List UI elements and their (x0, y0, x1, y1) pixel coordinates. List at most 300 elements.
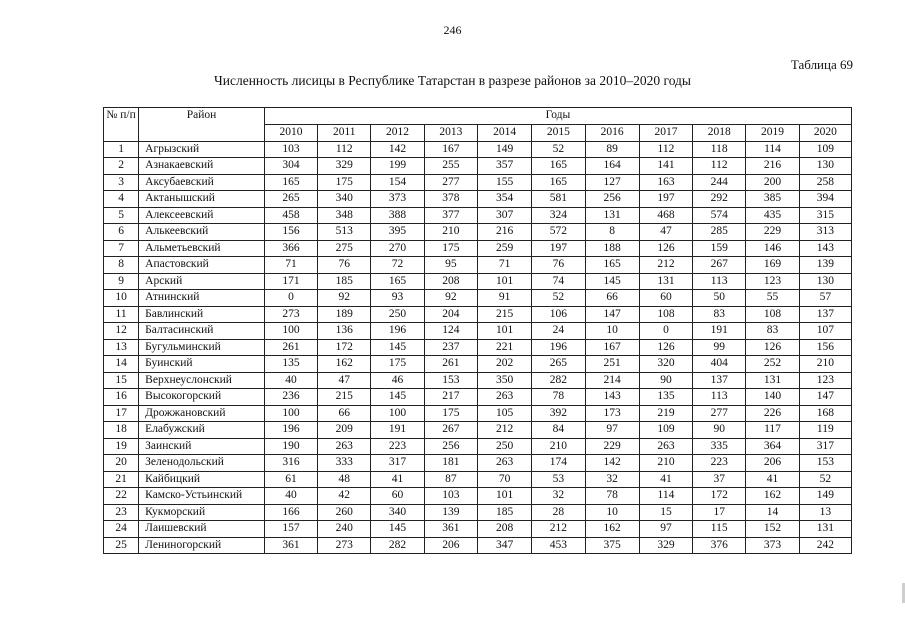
value-cell-2020: 57 (799, 290, 851, 307)
row-number: 8 (104, 257, 139, 274)
row-number: 21 (104, 471, 139, 488)
value-cell-2012: 282 (371, 537, 424, 554)
value-cell-2019: 131 (746, 372, 799, 389)
value-cell-2012: 100 (371, 405, 424, 422)
value-cell-2019: 117 (746, 422, 799, 439)
value-cell-2015: 324 (532, 207, 585, 224)
value-cell-2012: 270 (371, 240, 424, 257)
value-cell-2013: 175 (424, 240, 477, 257)
value-cell-2013: 208 (424, 273, 477, 290)
value-cell-2012: 145 (371, 339, 424, 356)
value-cell-2019: 226 (746, 405, 799, 422)
value-cell-2020: 131 (799, 521, 851, 538)
value-cell-2020: 313 (799, 224, 851, 241)
value-cell-2010: 156 (264, 224, 317, 241)
header-year-2018: 2018 (693, 125, 746, 142)
header-year-2017: 2017 (639, 125, 692, 142)
value-cell-2013: 204 (424, 306, 477, 323)
table-row (104, 174, 852, 191)
value-cell-2017: 114 (639, 488, 692, 505)
value-cell-2017: 60 (639, 290, 692, 307)
value-cell-2019: 229 (746, 224, 799, 241)
value-cell-2016: 131 (585, 207, 639, 224)
value-cell-2020: 13 (799, 504, 851, 521)
value-cell-2015: 392 (532, 405, 585, 422)
value-cell-2017: 97 (639, 521, 692, 538)
row-number: 22 (104, 488, 139, 505)
value-cell-2018: 191 (693, 323, 746, 340)
value-cell-2014: 221 (477, 339, 531, 356)
district-name: Высокогорский (139, 389, 265, 406)
value-cell-2016: 256 (585, 191, 639, 208)
value-cell-2010: 273 (264, 306, 317, 323)
header-district: Район (139, 108, 265, 142)
value-cell-2020: 149 (799, 488, 851, 505)
value-cell-2011: 340 (318, 191, 371, 208)
district-name: Апастовский (139, 257, 265, 274)
value-cell-2018: 50 (693, 290, 746, 307)
district-name: Актанышский (139, 191, 265, 208)
value-cell-2014: 357 (477, 158, 531, 175)
table-row (104, 488, 852, 505)
table-row (104, 356, 852, 373)
district-name: Лаишевский (139, 521, 265, 538)
value-cell-2016: 167 (585, 339, 639, 356)
value-cell-2013: 124 (424, 323, 477, 340)
value-cell-2018: 83 (693, 306, 746, 323)
value-cell-2020: 139 (799, 257, 851, 274)
value-cell-2017: 212 (639, 257, 692, 274)
value-cell-2012: 46 (371, 372, 424, 389)
value-cell-2020: 130 (799, 158, 851, 175)
value-cell-2020: 107 (799, 323, 851, 340)
value-cell-2018: 17 (693, 504, 746, 521)
district-name: Арский (139, 273, 265, 290)
district-name: Бавлинский (139, 306, 265, 323)
header-num-label: № п/п (106, 109, 136, 121)
value-cell-2014: 202 (477, 356, 531, 373)
value-cell-2015: 196 (532, 339, 585, 356)
value-cell-2018: 267 (693, 257, 746, 274)
district-name: Альметьевский (139, 240, 265, 257)
value-cell-2020: 123 (799, 372, 851, 389)
value-cell-2018: 404 (693, 356, 746, 373)
value-cell-2018: 37 (693, 471, 746, 488)
value-cell-2016: 78 (585, 488, 639, 505)
value-cell-2014: 70 (477, 471, 531, 488)
row-number: 7 (104, 240, 139, 257)
value-cell-2016: 164 (585, 158, 639, 175)
table-body (104, 141, 852, 554)
value-cell-2010: 157 (264, 521, 317, 538)
value-cell-2013: 181 (424, 455, 477, 472)
value-cell-2019: 123 (746, 273, 799, 290)
value-cell-2020: 130 (799, 273, 851, 290)
district-name: Заинский (139, 438, 265, 455)
value-cell-2012: 93 (371, 290, 424, 307)
value-cell-2014: 347 (477, 537, 531, 554)
value-cell-2017: 0 (639, 323, 692, 340)
value-cell-2014: 71 (477, 257, 531, 274)
value-cell-2013: 167 (424, 141, 477, 158)
value-cell-2013: 153 (424, 372, 477, 389)
value-cell-2010: 196 (264, 422, 317, 439)
row-number: 3 (104, 174, 139, 191)
district-name: Дрожжановский (139, 405, 265, 422)
value-cell-2013: 256 (424, 438, 477, 455)
value-cell-2016: 32 (585, 471, 639, 488)
value-cell-2014: 185 (477, 504, 531, 521)
table-row (104, 537, 852, 554)
value-cell-2016: 143 (585, 389, 639, 406)
value-cell-2010: 135 (264, 356, 317, 373)
header-year-2019: 2019 (746, 125, 799, 142)
value-cell-2014: 263 (477, 455, 531, 472)
value-cell-2011: 275 (318, 240, 371, 257)
value-cell-2016: 162 (585, 521, 639, 538)
value-cell-2012: 196 (371, 323, 424, 340)
value-cell-2015: 212 (532, 521, 585, 538)
value-cell-2015: 581 (532, 191, 585, 208)
table-row (104, 306, 852, 323)
value-cell-2010: 165 (264, 174, 317, 191)
page-title: Численность лисицы в Республике Татарстан в разрезе районов за 2010–2020 годы (213, 73, 691, 88)
value-cell-2010: 361 (264, 537, 317, 554)
value-cell-2012: 340 (371, 504, 424, 521)
value-cell-2010: 458 (264, 207, 317, 224)
value-cell-2013: 95 (424, 257, 477, 274)
value-cell-2012: 72 (371, 257, 424, 274)
value-cell-2019: 364 (746, 438, 799, 455)
value-cell-2012: 175 (371, 356, 424, 373)
value-cell-2015: 174 (532, 455, 585, 472)
table-row (104, 389, 852, 406)
table-row (104, 158, 852, 175)
value-cell-2010: 236 (264, 389, 317, 406)
district-name: Аксубаевский (139, 174, 265, 191)
value-cell-2019: 140 (746, 389, 799, 406)
value-cell-2018: 99 (693, 339, 746, 356)
value-cell-2010: 265 (264, 191, 317, 208)
value-cell-2010: 100 (264, 323, 317, 340)
value-cell-2020: 242 (799, 537, 851, 554)
table-row (104, 191, 852, 208)
value-cell-2013: 139 (424, 504, 477, 521)
value-cell-2011: 112 (318, 141, 371, 158)
district-name: Алексеевский (139, 207, 265, 224)
value-cell-2019: 14 (746, 504, 799, 521)
district-name: Балтасинский (139, 323, 265, 340)
value-cell-2018: 118 (693, 141, 746, 158)
value-cell-2012: 145 (371, 521, 424, 538)
value-cell-2010: 100 (264, 405, 317, 422)
value-cell-2015: 52 (532, 141, 585, 158)
value-cell-2017: 320 (639, 356, 692, 373)
value-cell-2011: 189 (318, 306, 371, 323)
value-cell-2015: 165 (532, 158, 585, 175)
value-cell-2012: 317 (371, 455, 424, 472)
value-cell-2013: 277 (424, 174, 477, 191)
row-number: 20 (104, 455, 139, 472)
table-row (104, 422, 852, 439)
district-name: Азнакаевский (139, 158, 265, 175)
district-name: Лениногорский (139, 537, 265, 554)
value-cell-2019: 216 (746, 158, 799, 175)
value-cell-2015: 53 (532, 471, 585, 488)
header-row-top (104, 108, 852, 125)
value-cell-2012: 41 (371, 471, 424, 488)
value-cell-2011: 47 (318, 372, 371, 389)
row-number: 12 (104, 323, 139, 340)
value-cell-2015: 282 (532, 372, 585, 389)
value-cell-2015: 453 (532, 537, 585, 554)
value-cell-2011: 48 (318, 471, 371, 488)
row-number: 24 (104, 521, 139, 538)
value-cell-2011: 209 (318, 422, 371, 439)
value-cell-2014: 250 (477, 438, 531, 455)
value-cell-2017: 109 (639, 422, 692, 439)
row-number: 5 (104, 207, 139, 224)
value-cell-2020: 143 (799, 240, 851, 257)
value-cell-2011: 162 (318, 356, 371, 373)
value-cell-2018: 244 (693, 174, 746, 191)
table-row (104, 323, 852, 340)
value-cell-2018: 335 (693, 438, 746, 455)
value-cell-2019: 146 (746, 240, 799, 257)
header-year-2010: 2010 (264, 125, 317, 142)
value-cell-2013: 255 (424, 158, 477, 175)
table-row (104, 455, 852, 472)
value-cell-2017: 163 (639, 174, 692, 191)
value-cell-2019: 169 (746, 257, 799, 274)
value-cell-2017: 131 (639, 273, 692, 290)
value-cell-2011: 92 (318, 290, 371, 307)
value-cell-2011: 240 (318, 521, 371, 538)
value-cell-2010: 316 (264, 455, 317, 472)
value-cell-2010: 171 (264, 273, 317, 290)
value-cell-2012: 395 (371, 224, 424, 241)
value-cell-2017: 329 (639, 537, 692, 554)
value-cell-2011: 76 (318, 257, 371, 274)
value-cell-2018: 574 (693, 207, 746, 224)
value-cell-2017: 90 (639, 372, 692, 389)
value-cell-2017: 135 (639, 389, 692, 406)
value-cell-2014: 101 (477, 488, 531, 505)
value-cell-2016: 229 (585, 438, 639, 455)
value-cell-2019: 385 (746, 191, 799, 208)
value-cell-2020: 317 (799, 438, 851, 455)
value-cell-2011: 172 (318, 339, 371, 356)
district-name: Агрызский (139, 141, 265, 158)
value-cell-2011: 273 (318, 537, 371, 554)
value-cell-2011: 333 (318, 455, 371, 472)
value-cell-2010: 166 (264, 504, 317, 521)
header-years-group: Годы (264, 108, 851, 125)
value-cell-2013: 210 (424, 224, 477, 241)
value-cell-2020: 168 (799, 405, 851, 422)
header-year-2020: 2020 (799, 125, 851, 142)
value-cell-2014: 91 (477, 290, 531, 307)
value-cell-2018: 90 (693, 422, 746, 439)
value-cell-2020: 315 (799, 207, 851, 224)
row-number: 14 (104, 356, 139, 373)
value-cell-2012: 191 (371, 422, 424, 439)
table-row (104, 504, 852, 521)
value-cell-2016: 142 (585, 455, 639, 472)
value-cell-2011: 348 (318, 207, 371, 224)
table-row (104, 207, 852, 224)
value-cell-2017: 126 (639, 339, 692, 356)
value-cell-2014: 208 (477, 521, 531, 538)
row-number: 18 (104, 422, 139, 439)
value-cell-2016: 127 (585, 174, 639, 191)
value-cell-2015: 74 (532, 273, 585, 290)
value-cell-2016: 214 (585, 372, 639, 389)
value-cell-2014: 350 (477, 372, 531, 389)
value-cell-2014: 307 (477, 207, 531, 224)
table-row (104, 405, 852, 422)
value-cell-2015: 210 (532, 438, 585, 455)
value-cell-2016: 251 (585, 356, 639, 373)
value-cell-2014: 101 (477, 273, 531, 290)
value-cell-2013: 378 (424, 191, 477, 208)
value-cell-2018: 113 (693, 273, 746, 290)
value-cell-2017: 468 (639, 207, 692, 224)
value-cell-2019: 41 (746, 471, 799, 488)
value-cell-2019: 152 (746, 521, 799, 538)
row-number: 15 (104, 372, 139, 389)
district-name: Кукморский (139, 504, 265, 521)
value-cell-2017: 126 (639, 240, 692, 257)
row-number: 10 (104, 290, 139, 307)
value-cell-2017: 263 (639, 438, 692, 455)
header-year-2011: 2011 (318, 125, 371, 142)
value-cell-2011: 329 (318, 158, 371, 175)
value-cell-2014: 212 (477, 422, 531, 439)
value-cell-2019: 108 (746, 306, 799, 323)
value-cell-2010: 304 (264, 158, 317, 175)
district-name: Атнинский (139, 290, 265, 307)
table-row (104, 273, 852, 290)
table-row (104, 438, 852, 455)
value-cell-2011: 66 (318, 405, 371, 422)
table-row (104, 339, 852, 356)
value-cell-2016: 89 (585, 141, 639, 158)
value-cell-2015: 165 (532, 174, 585, 191)
row-number: 17 (104, 405, 139, 422)
value-cell-2012: 60 (371, 488, 424, 505)
value-cell-2010: 0 (264, 290, 317, 307)
value-cell-2010: 71 (264, 257, 317, 274)
value-cell-2016: 188 (585, 240, 639, 257)
value-cell-2010: 103 (264, 141, 317, 158)
table-row (104, 141, 852, 158)
value-cell-2018: 376 (693, 537, 746, 554)
value-cell-2015: 32 (532, 488, 585, 505)
value-cell-2018: 285 (693, 224, 746, 241)
value-cell-2017: 197 (639, 191, 692, 208)
value-cell-2010: 366 (264, 240, 317, 257)
value-cell-2019: 200 (746, 174, 799, 191)
value-cell-2014: 263 (477, 389, 531, 406)
value-cell-2011: 185 (318, 273, 371, 290)
value-cell-2010: 40 (264, 372, 317, 389)
value-cell-2019: 114 (746, 141, 799, 158)
value-cell-2016: 10 (585, 504, 639, 521)
value-cell-2017: 210 (639, 455, 692, 472)
value-cell-2017: 108 (639, 306, 692, 323)
row-number: 19 (104, 438, 139, 455)
table-row (104, 290, 852, 307)
header-year-2015: 2015 (532, 125, 585, 142)
value-cell-2010: 40 (264, 488, 317, 505)
value-cell-2014: 155 (477, 174, 531, 191)
value-cell-2012: 154 (371, 174, 424, 191)
value-cell-2019: 435 (746, 207, 799, 224)
value-cell-2015: 265 (532, 356, 585, 373)
value-cell-2018: 277 (693, 405, 746, 422)
value-cell-2012: 165 (371, 273, 424, 290)
value-cell-2016: 165 (585, 257, 639, 274)
value-cell-2020: 210 (799, 356, 851, 373)
value-cell-2011: 136 (318, 323, 371, 340)
district-name: Зеленодольский (139, 455, 265, 472)
district-name: Верхнеуслонский (139, 372, 265, 389)
header-year-2013: 2013 (424, 125, 477, 142)
value-cell-2015: 76 (532, 257, 585, 274)
value-cell-2015: 106 (532, 306, 585, 323)
row-number: 9 (104, 273, 139, 290)
row-number: 25 (104, 537, 139, 554)
value-cell-2013: 206 (424, 537, 477, 554)
value-cell-2020: 153 (799, 455, 851, 472)
value-cell-2015: 572 (532, 224, 585, 241)
value-cell-2020: 52 (799, 471, 851, 488)
value-cell-2019: 252 (746, 356, 799, 373)
value-cell-2010: 190 (264, 438, 317, 455)
value-cell-2018: 112 (693, 158, 746, 175)
value-cell-2011: 175 (318, 174, 371, 191)
value-cell-2014: 105 (477, 405, 531, 422)
district-name: Алькеевский (139, 224, 265, 241)
value-cell-2020: 147 (799, 389, 851, 406)
table-row (104, 224, 852, 241)
value-cell-2018: 223 (693, 455, 746, 472)
value-cell-2014: 149 (477, 141, 531, 158)
row-number: 6 (104, 224, 139, 241)
value-cell-2011: 513 (318, 224, 371, 241)
value-cell-2013: 361 (424, 521, 477, 538)
value-cell-2013: 87 (424, 471, 477, 488)
value-cell-2016: 66 (585, 290, 639, 307)
value-cell-2012: 142 (371, 141, 424, 158)
row-number: 2 (104, 158, 139, 175)
value-cell-2020: 109 (799, 141, 851, 158)
fox-population-table (103, 107, 852, 554)
value-cell-2016: 97 (585, 422, 639, 439)
value-cell-2013: 92 (424, 290, 477, 307)
header-year-2016: 2016 (585, 125, 639, 142)
value-cell-2012: 250 (371, 306, 424, 323)
value-cell-2013: 175 (424, 405, 477, 422)
value-cell-2014: 354 (477, 191, 531, 208)
row-number: 23 (104, 504, 139, 521)
header-num (104, 108, 139, 142)
value-cell-2017: 15 (639, 504, 692, 521)
table-row (104, 521, 852, 538)
value-cell-2015: 84 (532, 422, 585, 439)
value-cell-2013: 261 (424, 356, 477, 373)
